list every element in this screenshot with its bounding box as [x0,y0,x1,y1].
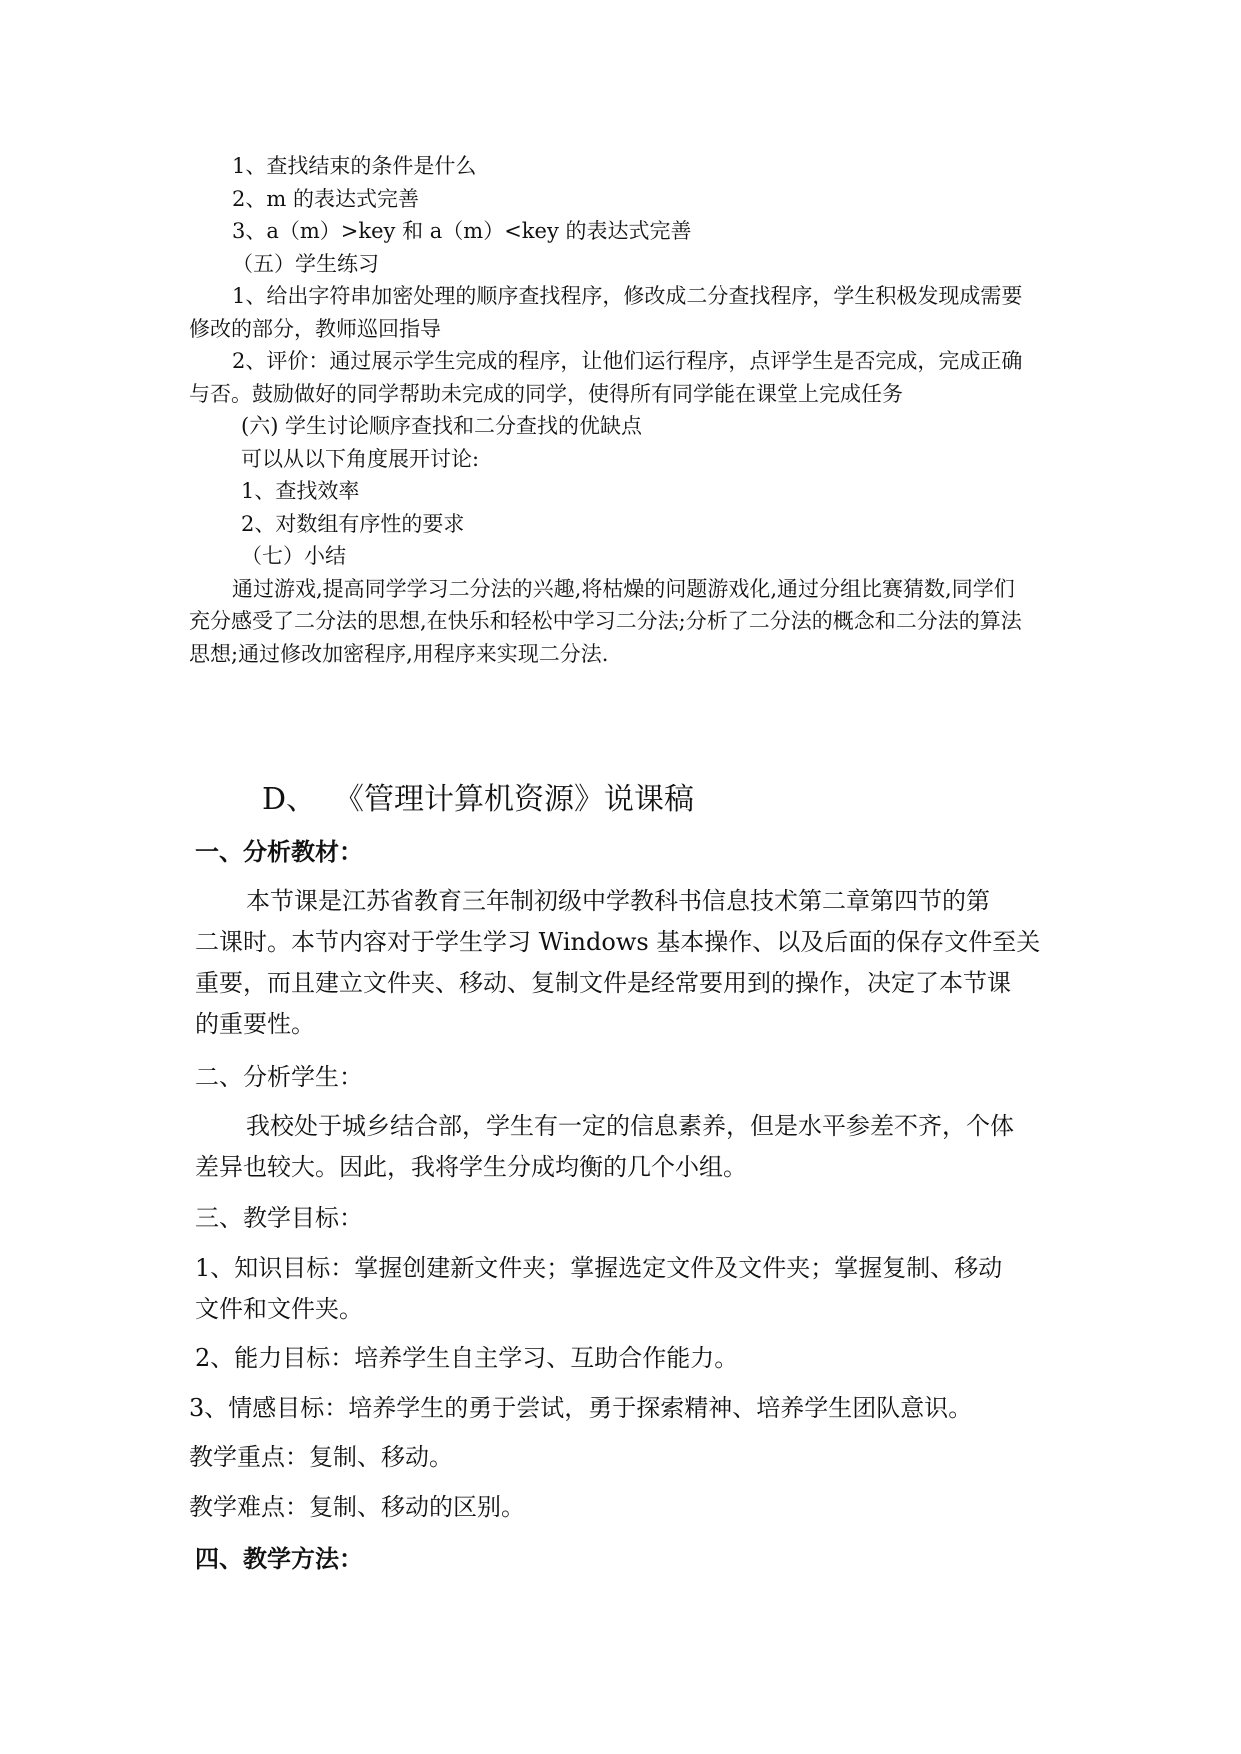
text-line: 2、评价：通过展示学生完成的程序，让他们运行程序，点评学生是否完成，完成正确 [232,349,1023,373]
text-line: 文件和文件夹。 [195,1295,363,1323]
text-line: 教学重点：复制、移动。 [189,1443,453,1471]
section-heading: 四、教学方法： [195,1544,363,1573]
subheading: （七）小结 [241,544,346,568]
section-heading: 一、分析教材： [195,837,363,866]
text-line: 1、知识目标：掌握创建新文件夹；掌握选定文件及文件夹；掌握复制、移动 [195,1254,1003,1282]
text-line: 2、m 的表达式完善 [232,187,419,211]
section-heading: 三、教学目标： [195,1204,363,1232]
text-line: 可以从以下角度展开讨论: [241,447,480,471]
subheading: （五）学生练习 [232,252,379,276]
text-line: 教学难点：复制、移动的区别。 [189,1493,525,1521]
text-line: 1、给出字符串加密处理的顺序查找程序，修改成二分查找程序，学生积极发现成需要 [232,284,1023,308]
text-line: 通过游戏,提高同学学习二分法的兴趣,将枯燥的问题游戏化,通过分组比赛猜数,同学们 [232,577,1015,601]
text-line: 充分感受了二分法的思想,在快乐和轻松中学习二分法;分析了二分法的概念和二分法的算法 [189,609,1022,633]
text-line: 1、查找效率 [241,479,360,503]
document-title-prefix: D、 [262,782,317,817]
text-line: 3、a（m）>key 和 a（m）<key 的表达式完善 [232,219,692,243]
text-line: 重要，而且建立文件夹、移动、复制文件是经常要用到的操作，决定了本节课 [195,969,1011,997]
text-line: 的重要性。 [195,1010,315,1038]
text-line: 思想;通过修改加密程序,用程序来实现二分法. [189,642,609,666]
text-line: 差异也较大。因此，我将学生分成均衡的几个小组。 [195,1153,747,1181]
text-line: 1、查找结束的条件是什么 [232,154,477,178]
text-line: 二课时。本节内容对于学生学习 Windows 基本操作、以及后面的保存文件至关 [195,928,1041,956]
text-line: 2、能力目标：培养学生自主学习、互助合作能力。 [195,1344,739,1372]
text-line: 本节课是江苏省教育三年制初级中学教科书信息技术第二章第四节的第 [246,887,990,915]
subheading: (六) 学生讨论顺序查找和二分查找的优缺点 [241,414,643,438]
text-line: 修改的部分，教师巡回指导 [189,317,441,341]
text-line: 2、对数组有序性的要求 [241,512,465,536]
text-line: 3、情感目标：培养学生的勇于尝试，勇于探索精神、培养学生团队意识。 [189,1394,973,1422]
text-line: 我校处于城乡结合部，学生有一定的信息素养，但是水平参差不齐，个体 [246,1112,1014,1140]
text-line: 与否。鼓励做好的同学帮助未完成的同学，使得所有同学能在课堂上完成任务 [189,382,903,406]
section-heading: 二、分析学生： [195,1063,363,1091]
document-title: 《管理计算机资源》说课稿 [334,782,694,817]
